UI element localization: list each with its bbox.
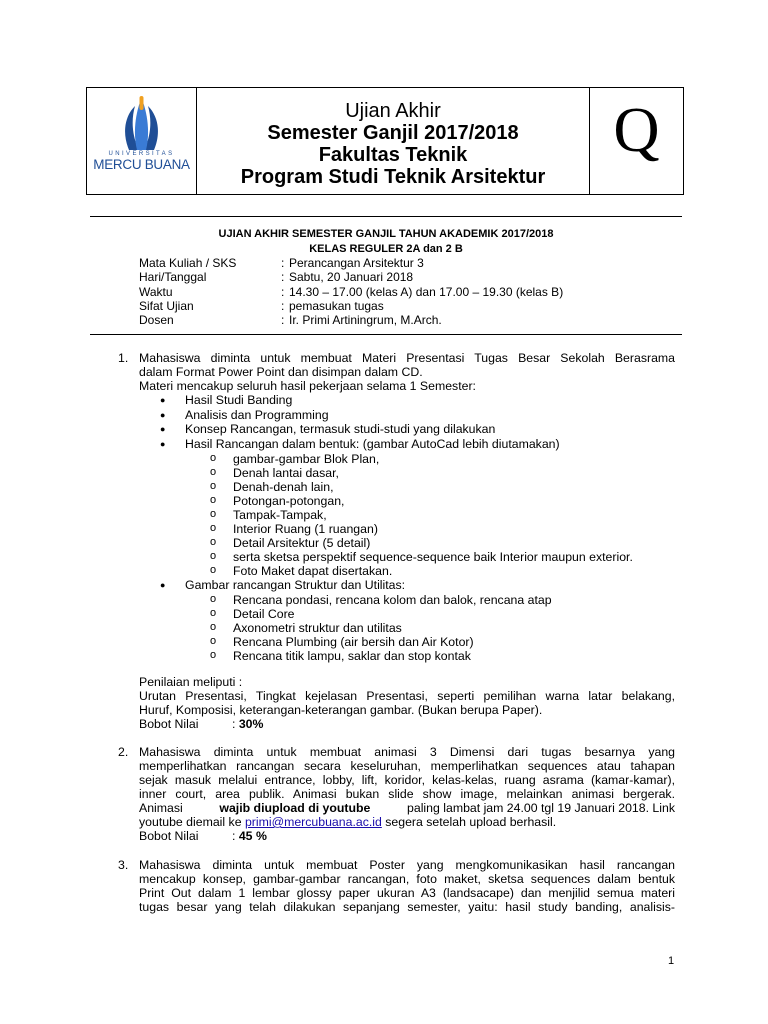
logo-subtitle: UNIVERSITAS — [108, 151, 175, 157]
q2-line: memperlihatkan rancangan secara keseluruhan, memperlihatkan sequences atau tahapan — [139, 759, 675, 773]
meta-value: pemasukan tugas — [289, 298, 384, 313]
title-line-2: Semester Ganjil 2017/2018 — [267, 122, 519, 144]
q1-subitem: gambar-gambar Blok Plan, — [233, 452, 380, 466]
q2-emphasis: wajib diupload di youtube — [219, 801, 371, 815]
class-heading: KELAS REGULER 2A dan 2 B — [309, 243, 463, 255]
document-page: UNIVERSITAS MERCU BUANA Ujian Akhir Semester Ganjil 2017/2018 Fakultas Teknik Program Studi Teknik Arsitektur Q UJIAN AKHIR SEMESTER GANJIL TAHUN AKADEMIK 2017/2018 KELAS REGULER 2A dan 2 B Mata Kuliah / SKS : Perancangan Arsitektur 3 Hari/Tanggal : Sabtu, 20 Januari 2018 Waktu : 14.30 – 17.00 (kelas A) dan 17.00 – 19.30 (kelas B) Sifat Ujian : pemasukan tugas Dosen : Ir. Primi Artiningrum, M.Arch. 1. Mahasiswa diminta untuk membuat Materi Presentasi Tugas Besar Sekolah Berasrama dalam Format Power Point dan disimpan dalam CD. Materi mencakup seluruh hasil pekerjaan selama 1 Semester: ● Hasil Studi Banding ● Analisis dan Programming ● Konsep Rancangan, termasuk studi-studi yang dilakukan ● Hasil Rancangan dalam bentuk: (gambar AutoCad lebih diutamakan) o gambar-gambar Blok Plan, o Denah lantai dasar, o Denah-denah lain, o Potongan-potongan, o Tampak-Tampak, o Interior Ruang (1 ruangan) o Detail Arsitektur (5 detail) o serta sketsa perspektif sequence-sequence baik Interior maupun exterior. o Foto Maket dapat disertakan. ● Gambar rancangan Struktur dan Utilitas: o Rencana pondasi, rencana kolom dan balok, rencana atap o Detail Core o Axonometri struktur dan utilitas o Rencana Plumbing (air bersih dan Air Kotor) o Rencana titik lampu, saklar dan stop kontak Penilaian meliputi : Urutan Presentasi, Tingkat kejelasan Presentasi, seperti pemilihan warna latar belakang, Huruf, Komposisi, keterangan-keterangan gambar. (Bukan berupa Paper). Bobot Nilai : 30% 2. Mahasiswa diminta untuk membuat animasi 3 Dimensi dari tugas besarnya yang memperlihatkan rancangan secara keseluruhan, memperlihatkan sequences atau tahapan sejak masuk melalui entrance, lobby, lift, koridor, kelas-kelas, ruang asrama (kamar-kamar), inner court, area publik. Animasi bukan slide show image, melainkan animasi bergerak. Animasi wajib diupload di youtube paling lambat jam 24.00 tgl 19 Januari 2018. Link youtube diemail ke primi@mercubuana.ac.id segera setelah upload berhasil. Bobot Nilai : 45 % 3. Mahasiswa diminta untuk membuat Poster yang mengkomunikasikan hasil rancangan mencakup konsep, gambar-gambar rancangan, foto maket, sketsa sequences dalam bentuk Print Out dalam 1 lembar glossy paper ukuran A3 (landsacape) dan menjilid semua materi tugas besar yang telah dilakukan sepanjang semester, yaitu: hasil study banding, analisis- 1 — [0, 0, 768, 1024]
weight-value: 45 % — [238, 829, 267, 843]
q1-subitem: Detail Core — [233, 607, 295, 621]
q1-number: 1. — [118, 351, 129, 365]
q3-line: Mahasiswa diminta untuk membuat Poster yang mengkomunikasikan hasil rancangan — [139, 858, 675, 872]
exam-code-letter: Q — [613, 94, 660, 165]
q1-line: dalam Format Power Point dan disimpan dalam CD. — [139, 365, 423, 379]
exam-title — [197, 100, 589, 188]
meta-label: Dosen — [139, 313, 174, 328]
meta-label: Mata Kuliah / SKS — [139, 256, 237, 270]
bullet-icon: ● — [160, 410, 166, 420]
title-line-4: Program Studi Teknik Arsitektur — [240, 166, 546, 188]
page-number: 1 — [668, 955, 675, 967]
q2-text: youtube diemail ke — [139, 815, 242, 829]
title-line-3: Fakultas Teknik — [318, 144, 468, 166]
q2-line-youtube — [139, 801, 675, 815]
q1-bullet: Hasil Rancangan dalam bentuk: (gambar AutoCad lebih diutamakan) — [185, 437, 560, 451]
q2-line-email — [139, 815, 556, 829]
q1-subitem: Axonometri struktur dan utilitas — [233, 621, 402, 635]
circle-bullet-icon: o — [210, 480, 217, 492]
q3-number: 3. — [118, 858, 129, 872]
q1-subitem: Rencana pondasi, rencana kolom dan balok, rencana atap — [233, 593, 552, 607]
meta-label: Sifat Ujian — [139, 298, 194, 313]
q1-bullet: Gambar rancangan Struktur dan Utilitas: — [185, 578, 406, 592]
q1-subitem: Potongan-potongan, — [233, 494, 345, 508]
circle-bullet-icon: o — [210, 466, 217, 478]
q1-weight: Bobot Nilai : 30% — [139, 717, 264, 731]
q1-assessment-title: Penilaian meliputi : — [139, 675, 243, 689]
q1-subitem: Denah-denah lain, — [233, 480, 334, 494]
meta-value: 14.30 – 17.00 (kelas A) dan 17.00 – 19.30 (kelas B) — [289, 284, 564, 299]
circle-bullet-icon: o — [210, 607, 217, 619]
weight-label: Bobot Nilai — [139, 829, 199, 843]
q1-line: Materi mencakup seluruh hasil pekerjaan selama 1 Semester: — [139, 379, 476, 393]
circle-bullet-icon: o — [210, 649, 217, 661]
q1-assessment-line: Huruf, Komposisi, keterangan-keterangan gambar. (Bukan berupa Paper). — [139, 703, 543, 717]
meta-divider — [90, 334, 682, 335]
q2-text: Animasi — [139, 801, 183, 815]
q1-bullet: Hasil Studi Banding — [185, 393, 293, 407]
meta-value: Sabtu, 20 Januari 2018 — [289, 270, 414, 285]
circle-bullet-icon: o — [210, 452, 217, 464]
circle-bullet-icon: o — [210, 522, 217, 534]
q3-line: tugas besar yang telah dilakukan sepanjang semester, yaitu: hasil study banding, analisis- — [139, 900, 675, 914]
q1-subitem: Tampak-Tampak, — [233, 508, 327, 522]
circle-bullet-icon: o — [210, 593, 217, 605]
q2-line: sejak masuk melalui entrance, lobby, lift, koridor, kelas-kelas, ruang asrama (kamar-kamar), — [139, 773, 675, 787]
circle-bullet-icon: o — [210, 494, 217, 506]
q2-line: inner court, area publik. Animasi bukan slide show image, melainkan animasi bergerak. — [139, 787, 675, 801]
title-line-1: Ujian Akhir — [345, 100, 441, 122]
weight-label: Bobot Nilai — [139, 717, 199, 731]
bullet-icon: ● — [160, 439, 166, 449]
bullet-icon: ● — [160, 424, 166, 434]
q1-subitem: Rencana Plumbing (air bersih dan Air Kotor) — [233, 635, 474, 649]
weight-value: 30% — [238, 717, 264, 731]
circle-bullet-icon: o — [210, 635, 217, 647]
q1-line: Mahasiswa diminta untuk membuat Materi Presentasi Tugas Besar Sekolah Berasrama — [139, 351, 675, 365]
meta-value: Ir. Primi Artiningrum, M.Arch. — [289, 313, 442, 328]
bullet-icon: ● — [160, 580, 166, 590]
circle-bullet-icon: o — [210, 550, 217, 562]
exam-code-cell — [589, 88, 683, 194]
circle-bullet-icon: o — [210, 508, 217, 520]
q2-number: 2. — [118, 745, 129, 759]
meta-value: Perancangan Arsitektur 3 — [289, 256, 424, 270]
q2-line: Mahasiswa diminta untuk membuat animasi 3 Dimensi dari tugas besarnya yang — [139, 745, 675, 759]
q3-line: Print Out dalam 1 lembar glossy paper ukuran A3 (landsacape) dan menjilid semua materi — [139, 886, 675, 900]
q2-weight: Bobot Nilai : 45 % — [139, 829, 267, 843]
q1-assessment-line: Urutan Presentasi, Tingkat kejelasan Presentasi, seperti pemilihan warna latar belakang, — [139, 689, 675, 703]
exam-heading: UJIAN AKHIR SEMESTER GANJIL TAHUN AKADEMIK 2017/2018 — [218, 228, 554, 240]
circle-bullet-icon: o — [210, 621, 217, 633]
meta-label: Waktu — [139, 284, 173, 299]
q1-subitem: Denah lantai dasar, — [233, 466, 339, 480]
q1-subitem: Detail Arsitektur (5 detail) — [233, 536, 371, 550]
q1-bullet: Analisis dan Programming — [185, 408, 329, 422]
q1-bullet: Konsep Rancangan, termasuk studi-studi yang dilakukan — [185, 422, 496, 436]
header-box — [86, 87, 684, 195]
q1-subitem: Rencana titik lampu, saklar dan stop kontak — [233, 649, 471, 663]
circle-bullet-icon: o — [210, 564, 217, 576]
q3-line: mencakup konsep, gambar-gambar rancangan, foto maket, sketsa sequences dalam bentuk — [139, 872, 675, 886]
q1-subitem: serta sketsa perspektif sequence-sequence baik Interior maupun exterior. — [233, 550, 633, 564]
circle-bullet-icon: o — [210, 536, 217, 548]
q2-text: segera setelah upload berhasil. — [385, 815, 557, 829]
top-divider — [90, 216, 682, 217]
meta-label: Hari/Tanggal — [139, 270, 207, 285]
logo-name: MERCU BUANA — [93, 157, 190, 172]
bullet-icon: ● — [160, 395, 166, 405]
q1-subitem: Foto Maket dapat disertakan. — [233, 564, 393, 578]
q2-text: paling lambat jam 24.00 tgl 19 Januari 2018. Link — [407, 801, 675, 815]
q1-subitem: Interior Ruang (1 ruangan) — [233, 522, 378, 536]
logo-cell — [87, 88, 197, 194]
email-link[interactable]: primi@mercubuana.ac.id — [244, 815, 382, 829]
university-logo-icon — [99, 96, 184, 152]
